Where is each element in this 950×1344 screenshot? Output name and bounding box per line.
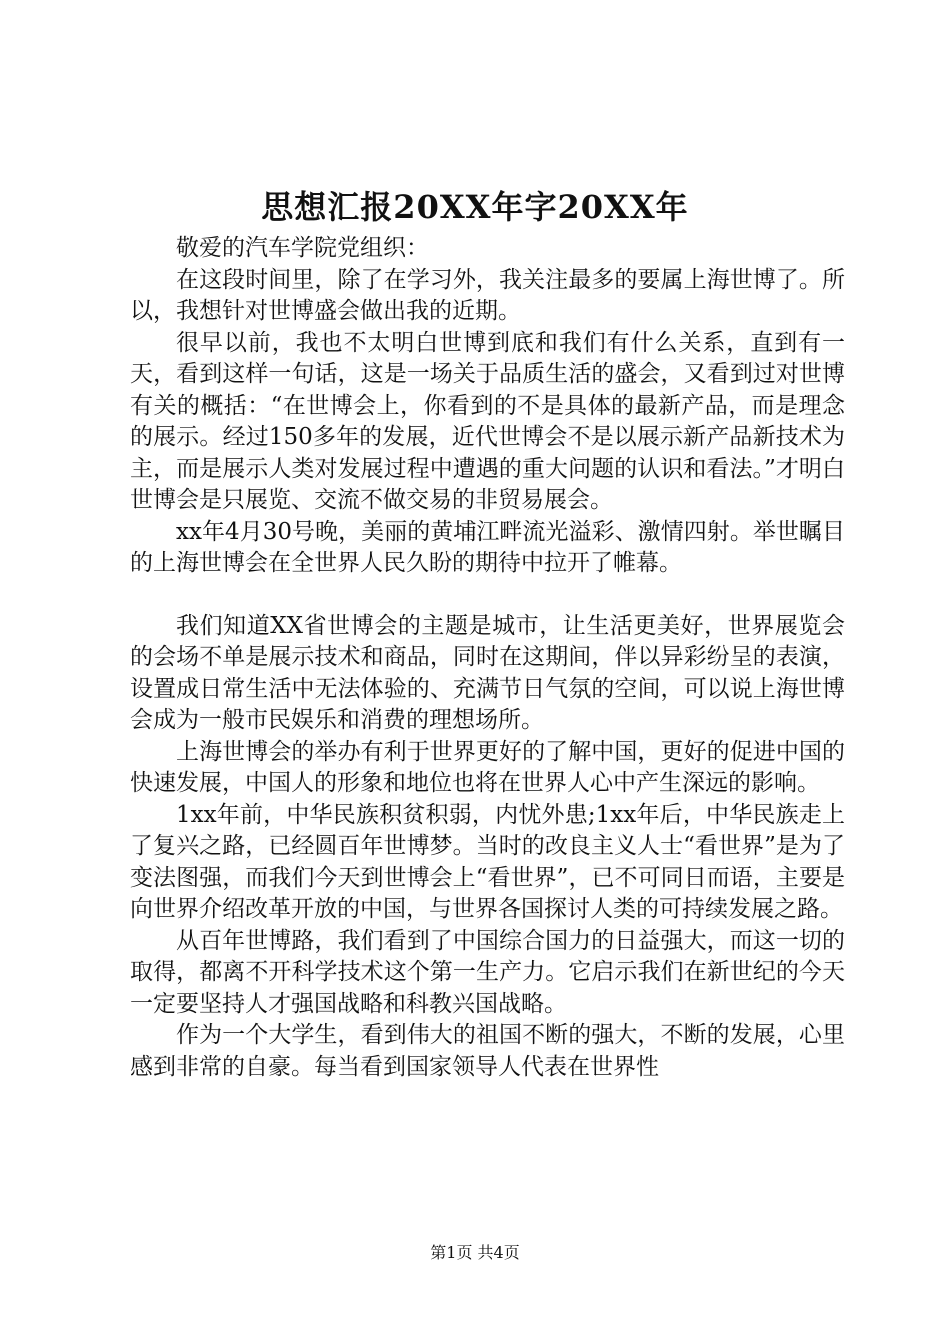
paragraph: 1xx年前，中华民族积贫积弱，内忧外患;1xx年后，中华民族走上了复兴之路，已经圆百年世博梦。当时的改良主义人士“看世界”是为了变法图强，而我们今天到世博会上“看世界”，已不可同日而语，主要是向世界介绍改革开放的中国，与世界各国探讨人类的可持续发展之路。 (130, 801, 845, 922)
document-title: 思想汇报20XX年字20XX年 (261, 188, 689, 226)
page-footer: 第1页 共4页 (430, 1243, 520, 1262)
document-body (130, 233, 845, 1083)
paragraph: 我们知道XX省世博会的主题是城市，让生活更美好，世界展览会的会场不单是展示技术和商品，同时在这期间，伴以异彩纷呈的表演，设置成日常生活中无法体验的、充满节日气氛的空间，可以说上海世博会成为一般市民娱乐和消费的理想场所。 (130, 612, 845, 733)
paragraph: xx年4月30号晚，美丽的黄埔江畔流光溢彩、激情四射。举世瞩目的上海世博会在全世界人民久盼的期待中拉开了帷幕。 (130, 518, 845, 576)
paragraph: 上海世博会的举办有利于世界更好的了解中国，更好的促进中国的快速发展，中国人的形象和地位也将在世界人心中产生深远的影响。 (130, 738, 845, 796)
paragraph: 在这段时间里，除了在学习外，我关注最多的要属上海世博了。所以，我想针对世博盛会做出我的近期。 (130, 266, 845, 324)
paragraph: 作为一个大学生，看到伟大的祖国不断的强大，不断的发展，心里感到非常的自豪。每当看到国家领导人代表在世界性 (130, 1022, 845, 1080)
paragraph: 很早以前，我也不太明白世博到底和我们有什么关系，直到有一天，看到这样一句话，这是一场关于品质生活的盛会，又看到过对世博有关的概括：“在世博会上，你看到的不是具体的最新产品，而是理念的展示。经过150多年的发展，近代世博会不是以展示新产品新技术为主，而是展示人类对发展过程中遭遇的重大问题的认识和看法。”才明白世博会是只展览、交流不做交易的非贸易展会。 (130, 329, 845, 513)
paragraph: 从百年世博路，我们看到了中国综合国力的日益强大，而这一切的取得，都离不开科学技术这个第一生产力。它启示我们在新世纪的今天一定要坚持人才强国战略和科教兴国战略。 (130, 927, 845, 1017)
salutation: 敬爱的汽车学院党组织： (176, 235, 429, 261)
